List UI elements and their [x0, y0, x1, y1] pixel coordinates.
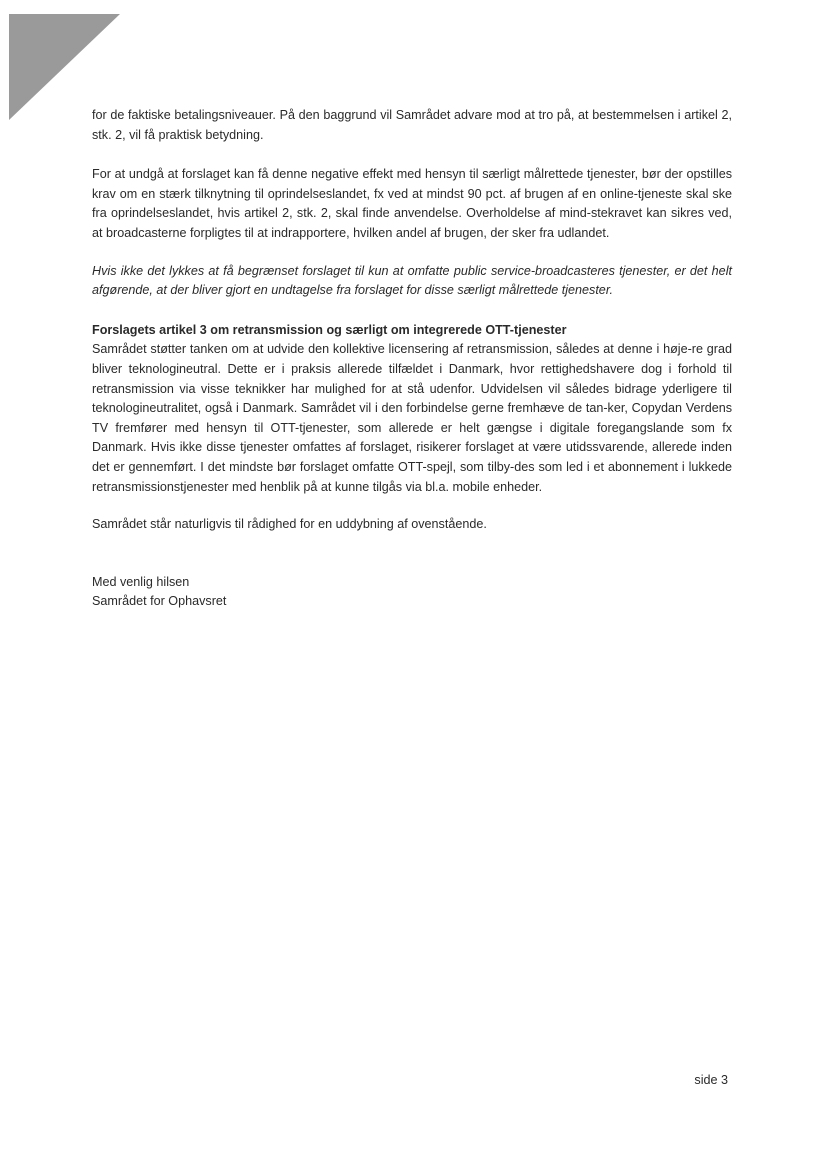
paragraph-undtagelse-italic: Hvis ikke det lykkes at få begrænset forslaget til kun at omfatte public service-broadcasteres tjenester, er det helt afgørende, at der bliver gjort en undtagelse fra forslaget for disse særligt målrettede tjenester. [92, 263, 732, 298]
paragraph-oprindelsesland: For at undgå at forslaget kan få denne negative effekt med hensyn til særligt målrettede tjenester, bør der opstilles krav om en stærk tilknytning til oprindelseslandet, fx ved at mindst 90 pct. af brugen af en online-tjeneste skal ske fra oprindelseslandet, hvis artikel 2, stk. 2, skal finde anvendelse. Overholdelse af mind-stekravet kan sikres ved, at broadcasterne forpligtes til at indrapportere, hvilken andel af brugen, der sker fra udlandet. [92, 167, 732, 240]
page-number: side 3 [694, 1073, 728, 1087]
closing-greeting: Med venlig hilsen [92, 574, 190, 589]
paragraph-betalingsniveauer: for de faktiske betalingsniveauer. På den baggrund vil Samrådet advare mod at tro på, at bestemmelsen i artikel 2, stk. 2, vil få praktisk betydning. [92, 108, 732, 142]
paragraph-uddybning: Samrådet står naturligvis til rådighed for en uddybning af ovenstående. [92, 517, 487, 532]
paragraph-retransmission: Samrådet støtter tanken om at udvide den kollektive licensering af retransmission, således at denne i høje-re grad bliver teknologineutral. Dette er i praksis allerede tilfældet i Danmark, hvor rettighedshavere dog i forhold til retransmission via visse teknikker har mulighed for at stå udenfor. Udvidelsen vil således bidrage yderligere til teknologineutralitet, også i Danmark. Samrådet vil i den forbindelse gerne fremhæve de tan-ker, Copydan Verdens TV fremfører med hensyn til OTT-tjenester, som allerede er helt gængse i digitale foregangslande som fx Danmark. Hvis ikke disse tjenester omfattes af forslaget, risikerer forslaget at være utidssvarende, allerede inden det er gennemført. I det mindste bør forslaget omfatte OTT-spejl, som tilby-des som led i et abonnement i lukkede retransmissionstjenester med henblik på at kunne tilgås via bl.a. mobile enheder. [92, 342, 732, 494]
closing-signature: Samrådet for Ophavsret [92, 594, 227, 609]
section-heading-artikel-3: Forslagets artikel 3 om retransmission og særligt om integrerede OTT-tjenester [92, 322, 567, 337]
document-body [92, 106, 732, 612]
